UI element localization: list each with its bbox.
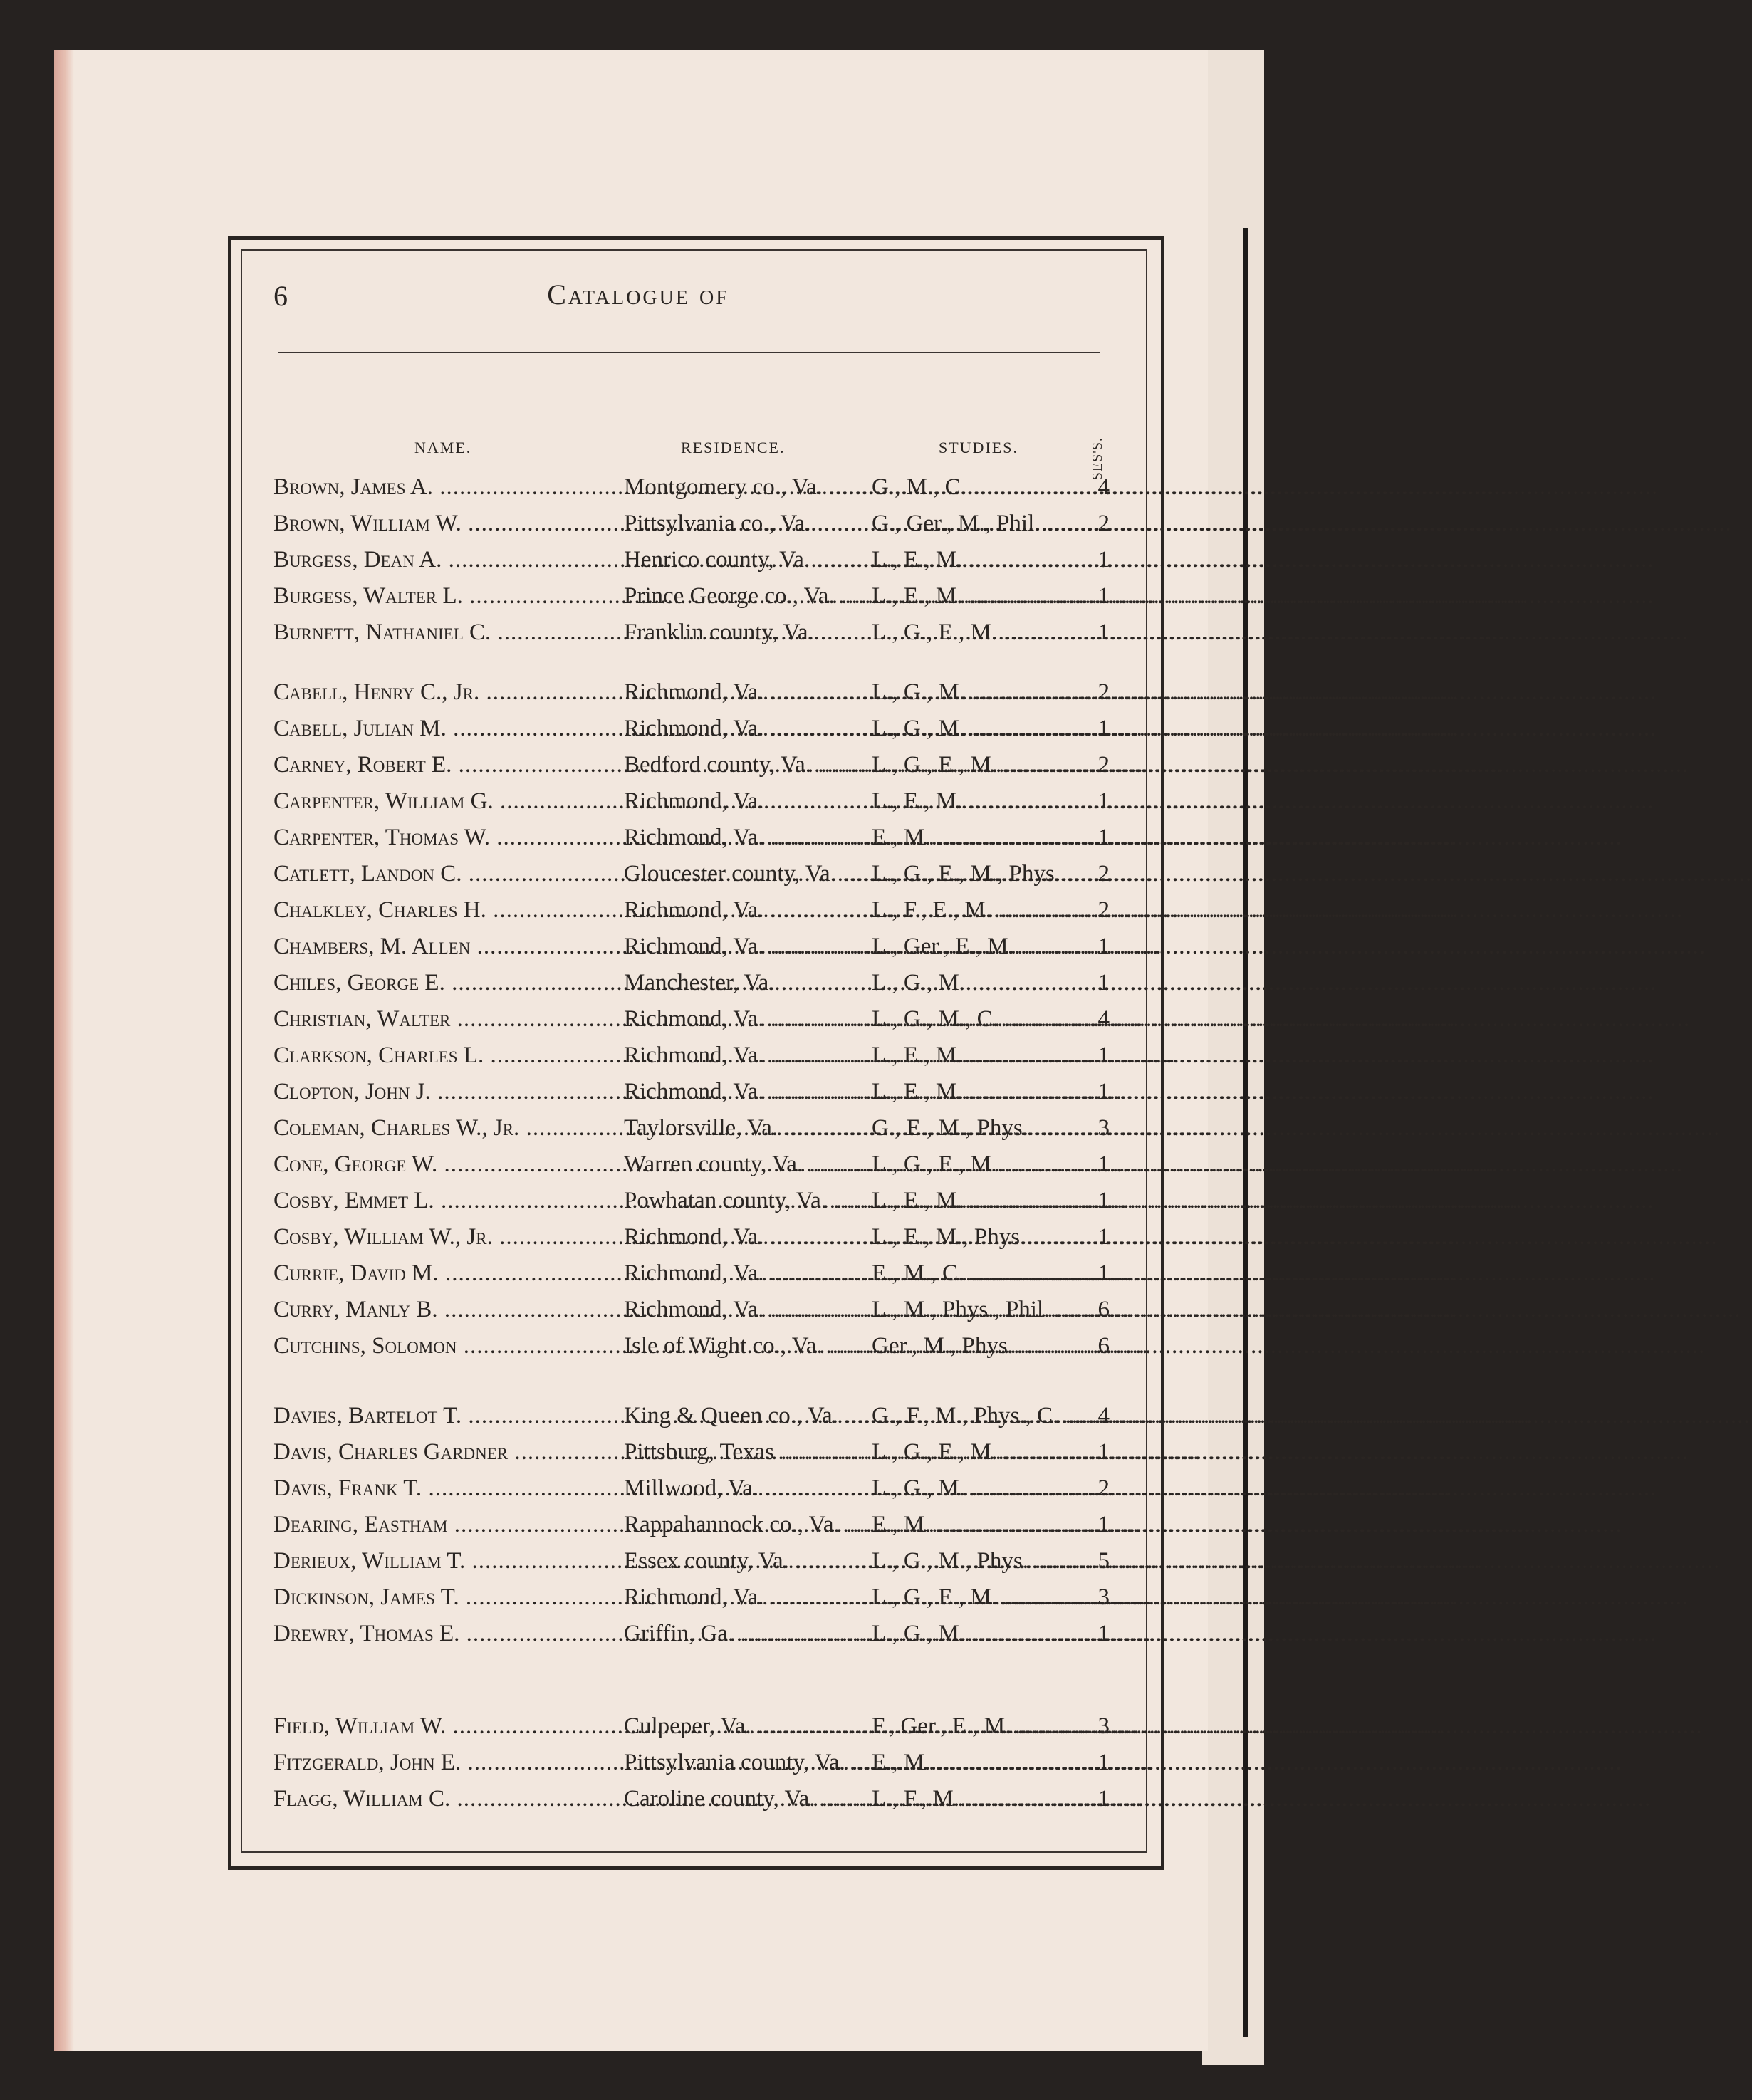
student-name: Burgess, Dean A. .....	[273, 541, 624, 578]
student-name: Catlett, Landon C. .....	[273, 855, 624, 892]
student-name: Davies, Bartelot T. .....	[273, 1397, 624, 1434]
column-header-name: NAME.	[414, 439, 472, 456]
student-sessions: 1	[1097, 825, 1110, 850]
student-row	[273, 1542, 1110, 1579]
student-sessions: 4	[1097, 1403, 1110, 1428]
student-residence: Rappahannock co., Va. .....	[624, 1506, 872, 1543]
student-residence: Pittsburg, Texas .....	[624, 1433, 872, 1470]
student-residence: Richmond, Va. .....	[624, 1073, 872, 1110]
student-name: Cone, George W. .....	[273, 1146, 624, 1183]
student-studies: Ger., M., Phys. .....	[872, 1327, 1093, 1364]
student-name: Dearing, Eastham .....	[273, 1506, 624, 1543]
student-name: Clarkson, Charles L. .....	[273, 1037, 624, 1074]
student-studies: L., F., M. .....	[872, 1780, 1093, 1817]
student-residence: Pittsylvania co., Va. .....	[624, 505, 872, 542]
student-sessions: 1	[1097, 547, 1110, 573]
page-number: 6	[273, 280, 288, 312]
student-residence: Richmond, Va. .....	[624, 819, 872, 856]
student-studies: L., Ger., E., M. .....	[872, 928, 1093, 965]
student-sessions: 1	[1097, 1079, 1110, 1104]
student-residence: Prince George co., Va. .....	[624, 578, 872, 615]
student-studies: E., M. .....	[872, 1506, 1093, 1543]
student-residence: Warren county, Va. .....	[624, 1146, 872, 1183]
student-sessions: 1	[1097, 583, 1110, 609]
student-name: Davis, Frank T. .....	[273, 1470, 624, 1507]
header-rule	[278, 352, 1100, 353]
student-sessions: 2	[1097, 861, 1110, 887]
student-studies: L., E., M. .....	[872, 783, 1093, 820]
running-head: Catalogue of	[547, 278, 729, 310]
student-studies: L., E., M. .....	[872, 1073, 1093, 1110]
catalogue-page	[54, 50, 1208, 2051]
page-edge	[54, 50, 74, 2051]
student-name: Drewry, Thomas E. .....	[273, 1615, 624, 1652]
student-studies: L., E., M., Phys. .....	[872, 1218, 1093, 1255]
student-row	[273, 1291, 1110, 1328]
student-row	[273, 1327, 1110, 1364]
student-residence: Richmond, Va. .....	[624, 1291, 872, 1328]
student-sessions: 1	[1097, 1786, 1110, 1812]
student-studies: L., G., E., M .....	[872, 1146, 1093, 1183]
student-row	[273, 783, 1110, 820]
student-residence: Henrico county, Va. .....	[624, 541, 872, 578]
student-row	[273, 1506, 1110, 1543]
student-name: Cosby, Emmet L. .....	[273, 1182, 624, 1219]
student-sessions: 3	[1097, 1115, 1110, 1141]
student-sessions: 1	[1097, 1151, 1110, 1177]
student-residence: Isle of Wight co., Va. .....	[624, 1327, 872, 1364]
student-row	[273, 819, 1110, 856]
student-studies: L., E., M. .....	[872, 541, 1093, 578]
student-studies: L., E., M. .....	[872, 1182, 1093, 1219]
student-row	[273, 578, 1110, 615]
student-studies: G., M., C. .....	[872, 469, 1093, 506]
student-studies: G., E., M., Phys. .....	[872, 1109, 1093, 1146]
student-row	[273, 1001, 1110, 1038]
student-row	[273, 469, 1110, 506]
student-studies: L., F., E., M. .....	[872, 892, 1093, 929]
student-name: Field, William W. .....	[273, 1708, 624, 1745]
student-residence: Millwood, Va. .....	[624, 1470, 872, 1507]
student-residence: Franklin county, Va. .....	[624, 614, 872, 651]
student-name: Coleman, Charles W., Jr. .....	[273, 1109, 624, 1146]
student-row	[273, 1579, 1110, 1616]
student-residence: Bedford county, Va. .....	[624, 746, 872, 783]
student-sessions: 1	[1097, 970, 1110, 996]
student-residence: Richmond, Va. .....	[624, 892, 872, 929]
column-header-studies: STUDIES.	[939, 439, 1018, 456]
student-row	[273, 1615, 1110, 1652]
student-studies: L., G., E., M. .....	[872, 614, 1093, 651]
student-sessions: 1	[1097, 1512, 1110, 1537]
student-sessions: 1	[1097, 934, 1110, 959]
student-residence: Gloucester county, Va. .....	[624, 855, 872, 892]
student-row	[273, 505, 1110, 542]
student-sessions: 2	[1097, 1475, 1110, 1501]
student-name: Carpenter, William G. .....	[273, 783, 624, 820]
student-residence: Richmond, Va. .....	[624, 710, 872, 747]
student-residence: Richmond, Va. .....	[624, 783, 872, 820]
student-sessions: 1	[1097, 1260, 1110, 1286]
student-sessions: 2	[1097, 679, 1110, 705]
column-header-residence: RESIDENCE.	[681, 439, 786, 456]
student-residence: Manchester, Va. .....	[624, 964, 872, 1001]
student-studies: L., G., E., M., Phys. .....	[872, 855, 1093, 892]
student-name: Cabell, Henry C., Jr. .....	[273, 674, 624, 711]
student-studies: E., M., C. .....	[872, 1255, 1093, 1292]
student-row	[273, 1109, 1110, 1146]
student-sessions: 6	[1097, 1297, 1110, 1322]
student-row	[273, 1397, 1110, 1434]
student-row	[273, 1073, 1110, 1110]
student-name: Currie, David M. .....	[273, 1255, 624, 1292]
student-residence: Richmond, Va. .....	[624, 1579, 872, 1616]
student-sessions: 3	[1097, 1713, 1110, 1739]
student-row	[273, 1470, 1110, 1507]
student-name: Brown, William W. .....	[273, 505, 624, 542]
student-row	[273, 855, 1110, 892]
student-residence: King & Queen co., Va. .....	[624, 1397, 872, 1434]
student-sessions: 1	[1097, 1043, 1110, 1068]
student-row	[273, 964, 1110, 1001]
student-studies: L., G., M. .....	[872, 1615, 1093, 1652]
student-studies: L., G., M. .....	[872, 1470, 1093, 1507]
student-sessions: 1	[1097, 1224, 1110, 1250]
student-residence: Richmond, Va. .....	[624, 1255, 872, 1292]
student-sessions: 6	[1097, 1333, 1110, 1359]
student-row	[273, 541, 1110, 578]
column-header-sessions: SES'S.	[1090, 437, 1105, 481]
student-name: Brown, James A. .....	[273, 469, 624, 506]
student-residence: Powhatan county, Va. .....	[624, 1182, 872, 1219]
student-studies: L., G., E., M. .....	[872, 1433, 1093, 1470]
student-row	[273, 1037, 1110, 1074]
student-studies: L., G., M. .....	[872, 710, 1093, 747]
student-sessions: 2	[1097, 752, 1110, 778]
student-row	[273, 1182, 1110, 1219]
student-studies: F., Ger., E., M. .....	[872, 1708, 1093, 1745]
student-row	[273, 746, 1110, 783]
student-studies: L., E., M. .....	[872, 578, 1093, 615]
student-name: Dickinson, James T. .....	[273, 1579, 624, 1616]
student-row	[273, 1218, 1110, 1255]
student-name: Clopton, John J. .....	[273, 1073, 624, 1110]
student-name: Carpenter, Thomas W. .....	[273, 819, 624, 856]
student-sessions: 4	[1097, 474, 1110, 500]
student-residence: Essex county, Va. .....	[624, 1542, 872, 1579]
student-row	[273, 1255, 1110, 1292]
student-residence: Pittsylvania county, Va. .....	[624, 1744, 872, 1781]
student-name: Chalkley, Charles H. .....	[273, 892, 624, 929]
student-studies: L., G., M., Phys. .....	[872, 1542, 1093, 1579]
student-row	[273, 1433, 1110, 1470]
student-name: Cutchins, Solomon .....	[273, 1327, 624, 1364]
student-sessions: 1	[1097, 788, 1110, 814]
student-studies: L., G., M. .....	[872, 674, 1093, 711]
student-sessions: 4	[1097, 1006, 1110, 1032]
student-sessions: 1	[1097, 716, 1110, 741]
student-studies: L., E., M. .....	[872, 1037, 1093, 1074]
student-residence: Richmond, Va. .....	[624, 1037, 872, 1074]
student-sessions: 2	[1097, 511, 1110, 536]
student-residence: Montgomery co., Va. .....	[624, 469, 872, 506]
student-row	[273, 1146, 1110, 1183]
student-sessions: 5	[1097, 1548, 1110, 1574]
student-residence: Taylorsville, Va. .....	[624, 1109, 872, 1146]
student-studies: E., M. .....	[872, 819, 1093, 856]
student-row	[273, 674, 1110, 711]
student-residence: Richmond, Va. .....	[624, 1218, 872, 1255]
student-residence: Richmond, Va. .....	[624, 928, 872, 965]
student-studies: E., M. .....	[872, 1744, 1093, 1781]
student-name: Curry, Manly B. .....	[273, 1291, 624, 1328]
student-residence: Griffin, Ga. .....	[624, 1615, 872, 1652]
student-name: Cosby, William W., Jr. .....	[273, 1218, 624, 1255]
student-studies: G., F., M., Phys., C. .....	[872, 1397, 1093, 1434]
student-row	[273, 1780, 1110, 1817]
student-name: Flagg, William C. .....	[273, 1780, 624, 1817]
student-studies: G., Ger., M., Phil. .....	[872, 505, 1093, 542]
student-row	[273, 892, 1110, 929]
student-studies: L., G., E., M. .....	[872, 1579, 1093, 1616]
student-name: Fitzgerald, John E. .....	[273, 1744, 624, 1781]
student-studies: L., G., E., M. .....	[872, 746, 1093, 783]
student-residence: Culpeper, Va. .....	[624, 1708, 872, 1745]
student-residence: Caroline county, Va. .....	[624, 1780, 872, 1817]
student-sessions: 1	[1097, 1750, 1110, 1775]
student-sessions: 1	[1097, 1188, 1110, 1213]
student-name: Burgess, Walter L. .....	[273, 578, 624, 615]
student-studies: L., M., Phys., Phil. .....	[872, 1291, 1093, 1328]
student-name: Derieux, William T. .....	[273, 1542, 624, 1579]
student-name: Davis, Charles Gardner .....	[273, 1433, 624, 1470]
student-studies: L., G., M. .....	[872, 964, 1093, 1001]
student-residence: Richmond, Va. .....	[624, 674, 872, 711]
student-sessions: 1	[1097, 620, 1110, 645]
student-studies: L., G., M., C. .....	[872, 1001, 1093, 1038]
student-sessions: 3	[1097, 1584, 1110, 1610]
student-sessions: 2	[1097, 897, 1110, 923]
student-name: Carney, Robert E. .....	[273, 746, 624, 783]
student-row	[273, 710, 1110, 747]
student-row	[273, 1744, 1110, 1781]
student-name: Chiles, George E. .....	[273, 964, 624, 1001]
student-sessions: 1	[1097, 1621, 1110, 1646]
student-residence: Richmond, Va. .....	[624, 1001, 872, 1038]
student-row	[273, 928, 1110, 965]
student-row	[273, 614, 1110, 651]
student-sessions: 1	[1097, 1439, 1110, 1465]
student-row	[273, 1708, 1110, 1745]
student-name: Burnett, Nathaniel C. .....	[273, 614, 624, 651]
student-name: Cabell, Julian M. .....	[273, 710, 624, 747]
student-name: Chambers, M. Allen .....	[273, 928, 624, 965]
student-name: Christian, Walter .....	[273, 1001, 624, 1038]
